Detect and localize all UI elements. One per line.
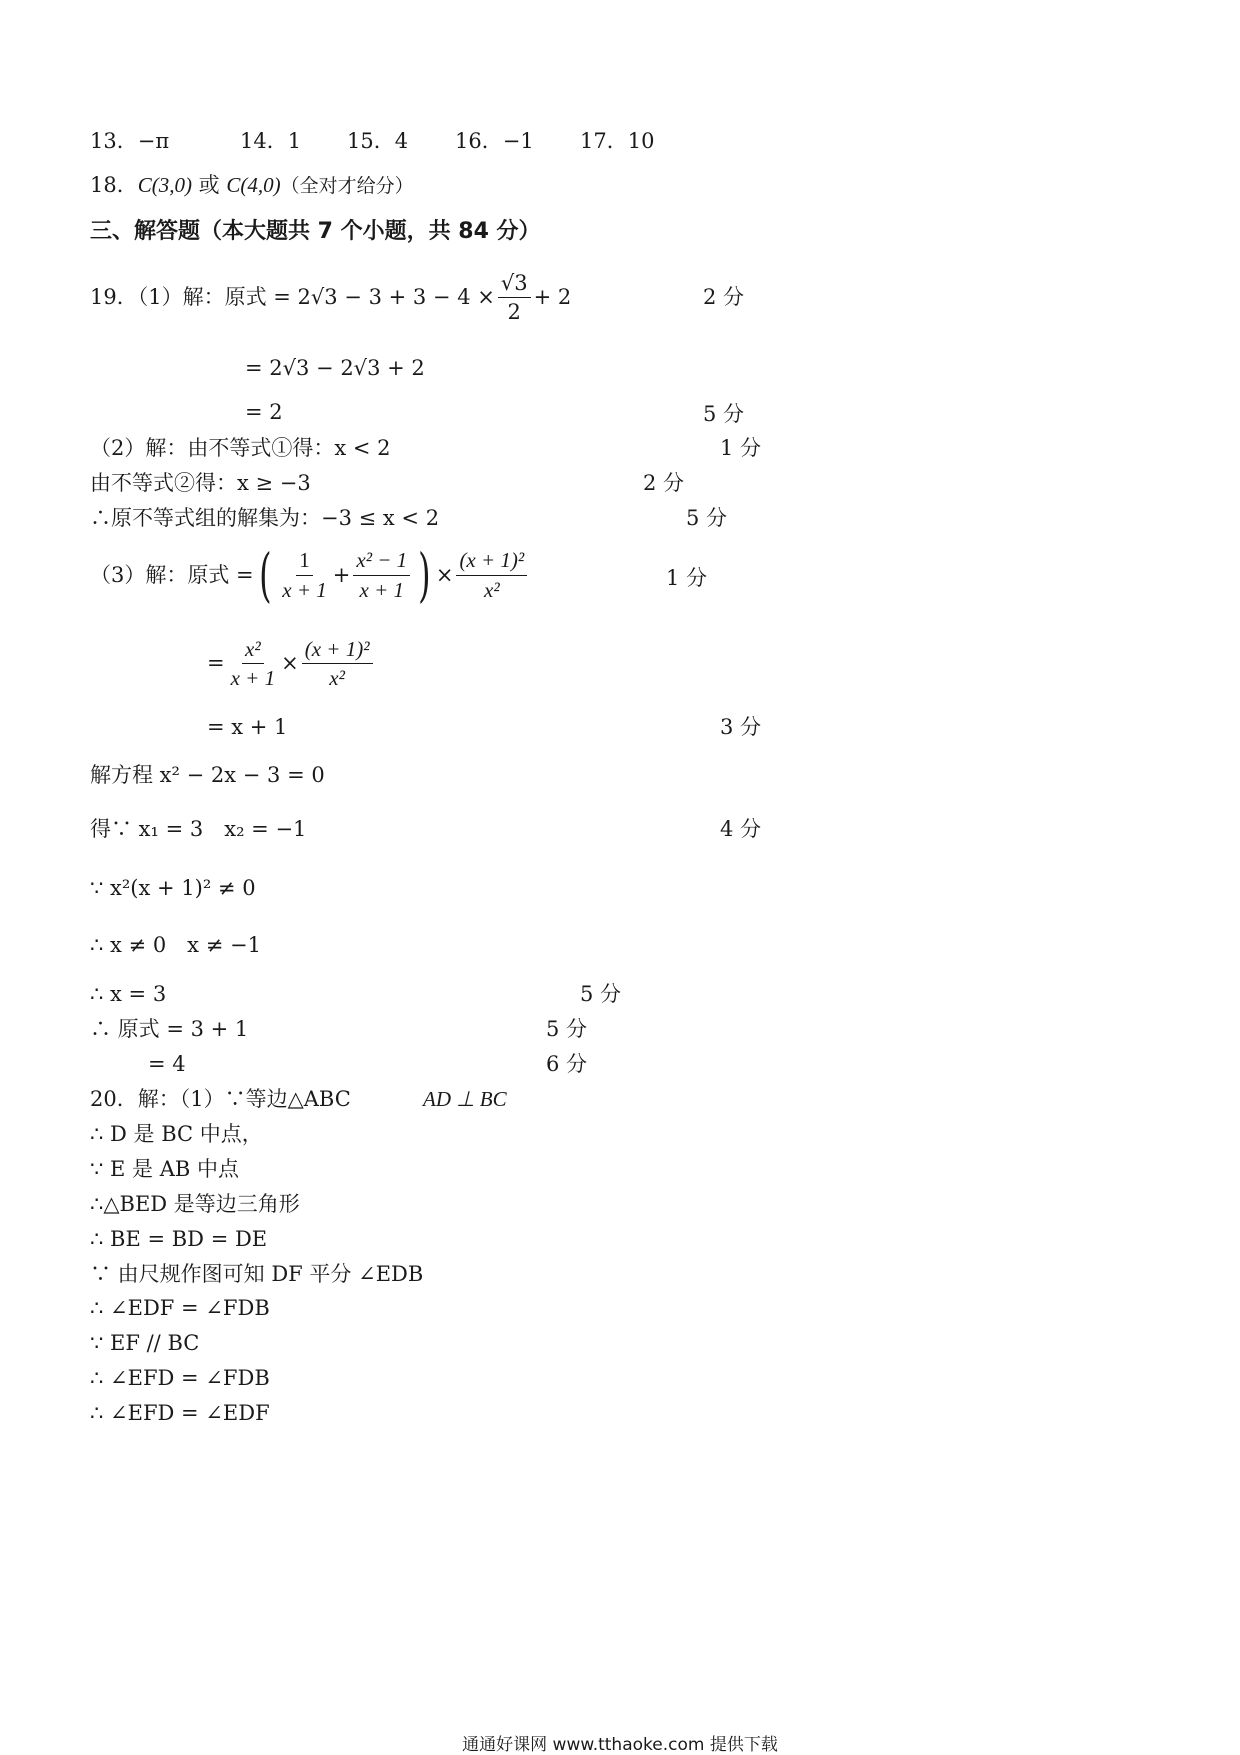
q19-p3-eq2-frac1-den: x + 1	[230, 666, 276, 691]
answer-16: 16．−1	[455, 129, 534, 153]
answer-18-c2: C(4,0)	[226, 173, 281, 197]
q20-line6: ∵ 由尺规作图可知 DF 平分 ∠EDB	[90, 1262, 424, 1286]
q19-p3-frac1	[279, 549, 330, 600]
q20-line8: ∵ EF // BC	[90, 1331, 200, 1355]
q19-p3-score1: 1 分	[666, 566, 708, 590]
q20-line1a: 20．解：（1）∵等边△ABC	[90, 1087, 351, 1111]
q19-p3-line-roots: 得∵ x₁ = 3 x₂ = −1	[90, 817, 307, 841]
q19-p3-score3: 3 分	[720, 715, 762, 739]
q19-p3-line1	[90, 541, 530, 609]
answer-13: 13．−π	[90, 129, 170, 153]
q20-line7: ∴ ∠EDF = ∠FDB	[90, 1296, 270, 1320]
answer-17: 17．10	[580, 129, 655, 153]
q19-p3-frac2-den: x + 1	[359, 577, 405, 602]
q19-p3-times: ×	[435, 562, 454, 587]
page-footer: 通通好课网 www.tthaoke.com 提供下载	[462, 1735, 778, 1755]
q19-p1-step2: = 2√3 − 2√3 + 2	[245, 356, 425, 380]
q19-p1-prefix: 19．（1）解：原式 = 2√3 − 3 + 3 − 4 ×	[90, 285, 495, 310]
q19-p1-line1	[90, 272, 571, 323]
q19-p3-score5: 5 分	[580, 982, 622, 1006]
q19-p3-score5b: 5 分	[546, 1017, 588, 1041]
q19-p3-prefix: （3）解：原式 =	[90, 562, 254, 587]
q20-line3: ∵ E 是 AB 中点	[90, 1157, 239, 1181]
q19-p2-score2: 2 分	[643, 471, 685, 495]
q19-p2-line1: （2）解：由不等式①得：x < 2	[90, 436, 391, 460]
q19-p3-frac2	[353, 549, 410, 600]
answer-18-num: 18．	[90, 173, 138, 197]
q19-p3-score6: 6 分	[546, 1052, 588, 1076]
q19-p1-frac-num: √3	[498, 272, 531, 298]
q19-p3-eq2-frac2	[302, 638, 373, 689]
q19-p2-score3: 5 分	[686, 506, 728, 530]
q19-p1-tail: + 2	[533, 285, 572, 310]
q19-p3-line-x3: ∴ x = 3	[90, 982, 167, 1006]
q19-p3-line-eq: 解方程 x² − 2x − 3 = 0	[90, 763, 325, 787]
q20-line1b: AD ⊥ BC	[423, 1087, 507, 1111]
q19-p3-eq2-frac2-den: x²	[329, 666, 345, 691]
q19-p3-eq2-frac1	[228, 638, 279, 689]
section-title: 三、解答题（本大题共 7 个小题，共 84 分）	[90, 219, 541, 244]
answer-18-note: （全对才给分）	[280, 175, 414, 197]
q19-p2-line3: ∴原不等式组的解集为：−3 ≤ x < 2	[90, 506, 440, 530]
q19-p3-frac1-den: x + 1	[282, 577, 327, 602]
answer-18-or: 或	[198, 173, 220, 197]
q19-p3-line-orig: ∴ 原式 = 3 + 1	[90, 1017, 249, 1041]
answer-18	[90, 175, 414, 196]
equals-sign: =	[207, 651, 225, 676]
q19-p3-line2	[207, 638, 376, 689]
q20-line2: ∴ D 是 BC 中点，	[90, 1122, 263, 1146]
q19-p3-eq2-times: ×	[281, 651, 299, 676]
q19-p3-frac3-den: x²	[484, 577, 500, 602]
q19-p1-step3: = 2	[245, 400, 283, 424]
q19-p1-fraction	[498, 272, 531, 323]
right-paren-icon: )	[418, 541, 431, 609]
q19-p3-eq3: = x + 1	[207, 715, 288, 739]
q19-p3-score4: 4 分	[720, 817, 762, 841]
q19-p2-score1: 1 分	[720, 436, 762, 460]
q20-line5: ∴ BE = BD = DE	[90, 1227, 268, 1251]
q19-p1-score: 2 分	[703, 285, 745, 309]
q19-p3-eq2-frac1-num: x²	[242, 638, 264, 664]
q19-p3-line-four: = 4	[148, 1052, 186, 1076]
q19-p3-frac3	[456, 549, 527, 600]
q20-line9: ∴ ∠EFD = ∠FDB	[90, 1366, 270, 1390]
answer-14: 14．1	[240, 129, 302, 153]
left-paren-icon: (	[258, 541, 272, 609]
q19-p3-eq2-frac2-num: (x + 1)²	[302, 638, 373, 664]
q19-p1-score3: 5 分	[703, 402, 745, 426]
q19-p3-frac1-num: 1	[296, 549, 313, 575]
q19-p3-line-cond: ∵ x²(x + 1)² ≠ 0	[90, 876, 256, 900]
q19-p2-line2: 由不等式②得：x ≥ −3	[90, 471, 311, 495]
q20-line4: ∴△BED 是等边三角形	[90, 1192, 300, 1216]
q19-p3-line-ne: ∴ x ≠ 0 x ≠ −1	[90, 933, 261, 957]
q19-p1-frac-den: 2	[507, 300, 521, 325]
q19-p3-frac2-num: x² − 1	[353, 549, 410, 575]
q19-p3-plus: +	[332, 562, 351, 587]
q19-p3-frac3-num: (x + 1)²	[456, 549, 527, 575]
q20-line10: ∴ ∠EFD = ∠EDF	[90, 1401, 270, 1425]
answer-15: 15．4	[347, 129, 409, 153]
answer-18-c1: C(3,0)	[137, 173, 192, 197]
